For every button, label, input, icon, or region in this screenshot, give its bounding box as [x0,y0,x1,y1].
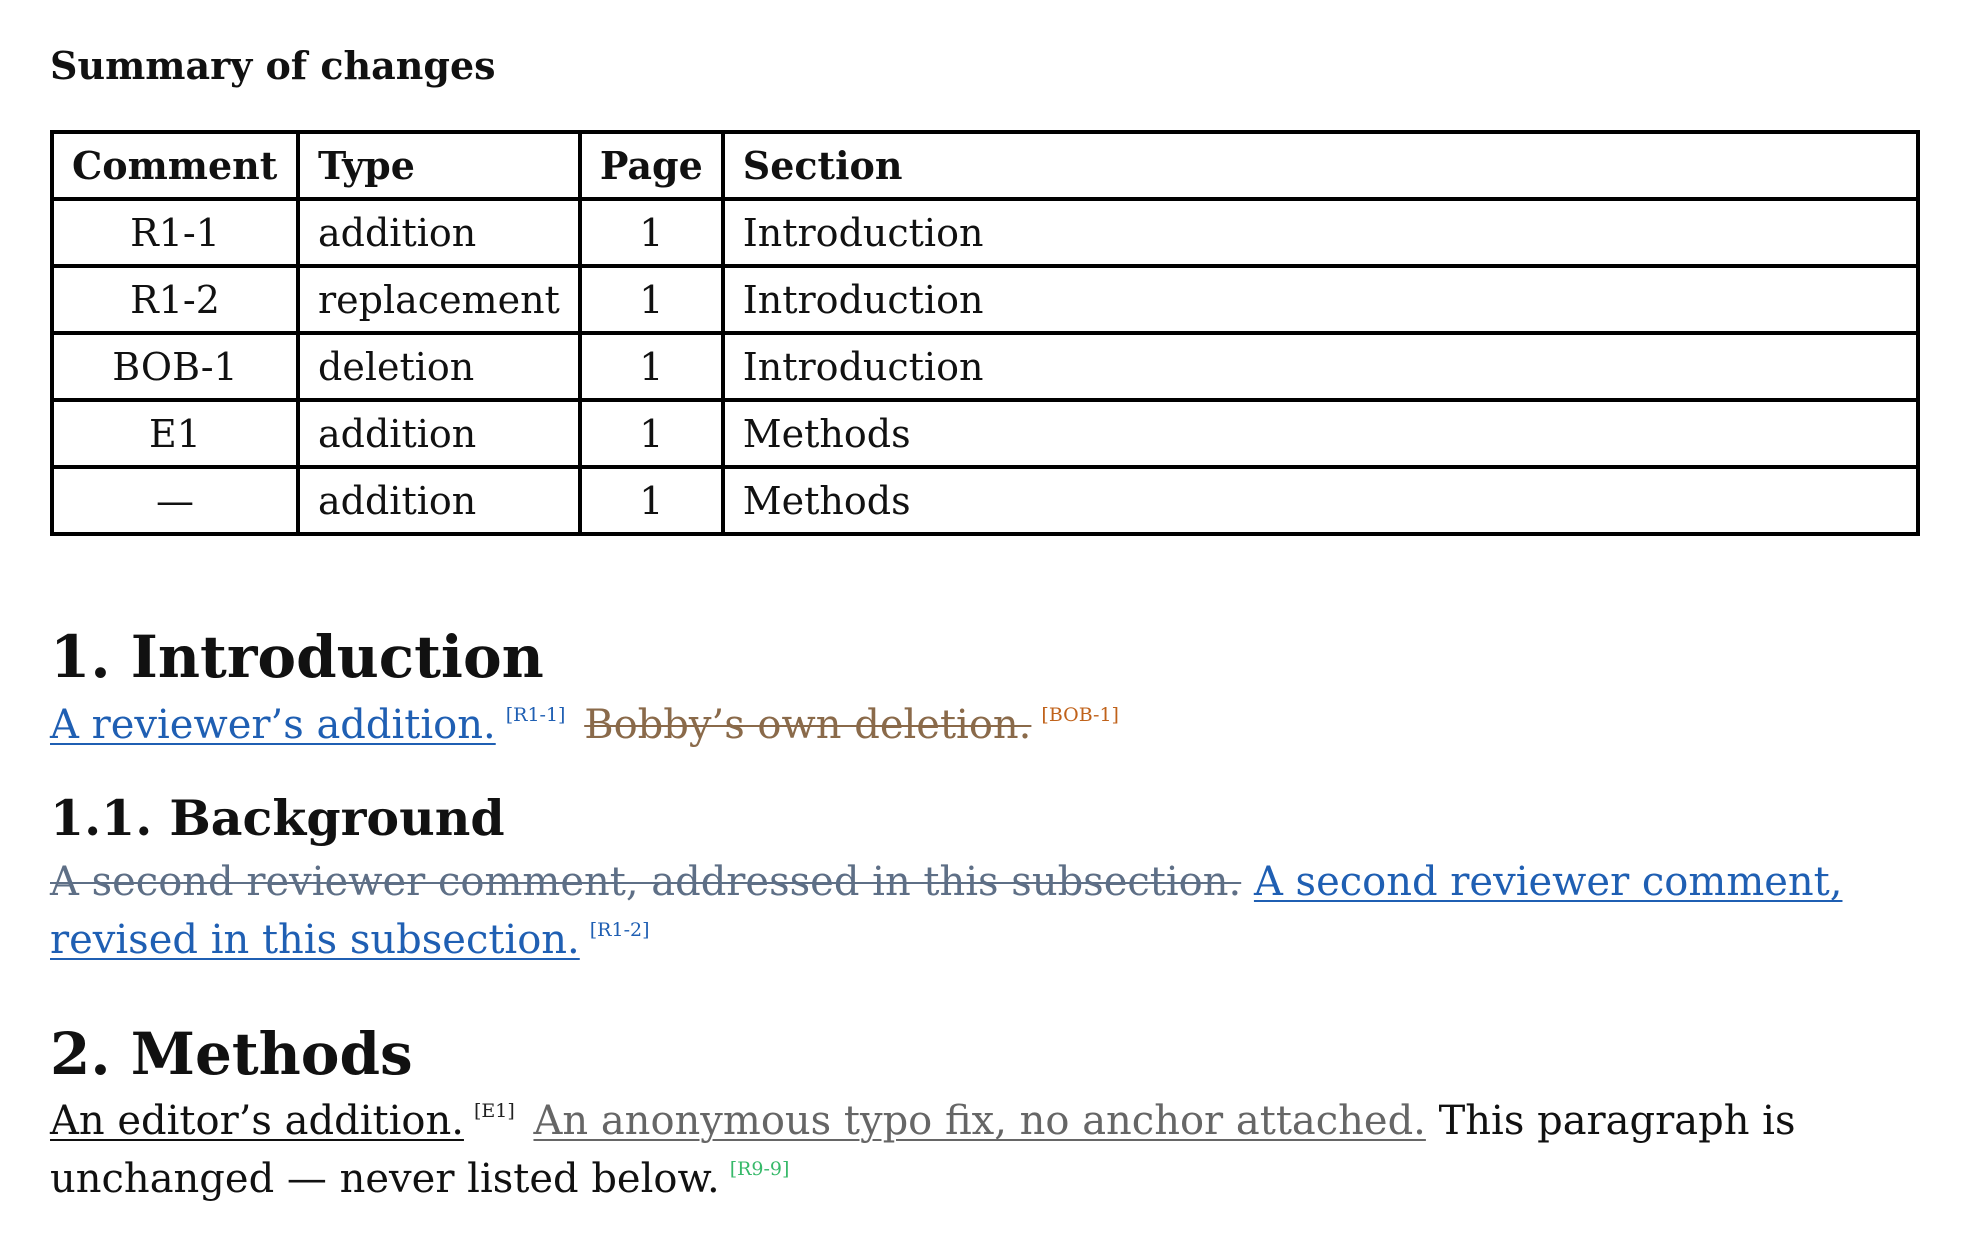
paragraph-background [50,853,1920,969]
comment-tag-r1-2[interactable]: [R1-2] [589,919,650,941]
cell-section: Methods [723,467,1918,534]
comment-tag-r9-9[interactable]: [R9-9] [729,1158,790,1180]
table-row [52,400,1918,467]
paragraph-methods [50,1092,1920,1208]
cell-comment: R1-1 [52,199,298,266]
header-section: Section [723,132,1918,199]
cell-section: Introduction [723,266,1918,333]
cell-type: replacement [298,266,580,333]
cell-section: Introduction [723,333,1918,400]
cell-comment: — [52,467,298,534]
insertion-r1-1[interactable]: A reviewer’s addition. [50,702,496,748]
cell-section: Introduction [723,199,1918,266]
insertion-e1[interactable]: An editor’s addition. [50,1098,464,1144]
comment-tag-bob-1[interactable]: [BOB-1] [1041,704,1119,726]
header-comment: Comment [52,132,298,199]
insertion-r1-2[interactable]: A second reviewer comment, revised in this subsection. [50,859,1843,963]
unchanged-text: This paragraph is unchanged — never listed below. [50,1098,1796,1202]
cell-page: 1 [580,400,723,467]
cell-type: addition [298,467,580,534]
table-row [52,266,1918,333]
header-page: Page [580,132,723,199]
cell-type: addition [298,199,580,266]
cell-type: addition [298,400,580,467]
cell-page: 1 [580,199,723,266]
cell-page: 1 [580,467,723,534]
deletion-bob-1[interactable]: Bobby’s own deletion. [584,702,1032,748]
summary-title: Summary of changes [50,43,496,88]
heading-introduction: 1. Introduction [50,623,544,691]
cell-comment: BOB-1 [52,333,298,400]
cell-type: deletion [298,333,580,400]
table-header-row [52,132,1918,199]
cell-comment: E1 [52,400,298,467]
heading-background: 1.1. Background [50,789,505,847]
heading-methods: 2. Methods [50,1020,413,1088]
comment-tag-e1[interactable]: [E1] [473,1100,515,1122]
comment-tag-r1-1[interactable]: [R1-1] [505,704,566,726]
deletion-r1-2[interactable]: A second reviewer comment, addressed in this subsection. [50,859,1242,905]
table-row [52,467,1918,534]
insertion-anonymous[interactable]: An anonymous typo fix, no anchor attached. [533,1098,1426,1144]
cell-comment: R1-2 [52,266,298,333]
table-row [52,199,1918,266]
summary-table [50,130,1920,536]
cell-page: 1 [580,266,723,333]
paragraph-introduction [50,696,1920,754]
cell-section: Methods [723,400,1918,467]
cell-page: 1 [580,333,723,400]
header-type: Type [298,132,580,199]
table-row [52,333,1918,400]
